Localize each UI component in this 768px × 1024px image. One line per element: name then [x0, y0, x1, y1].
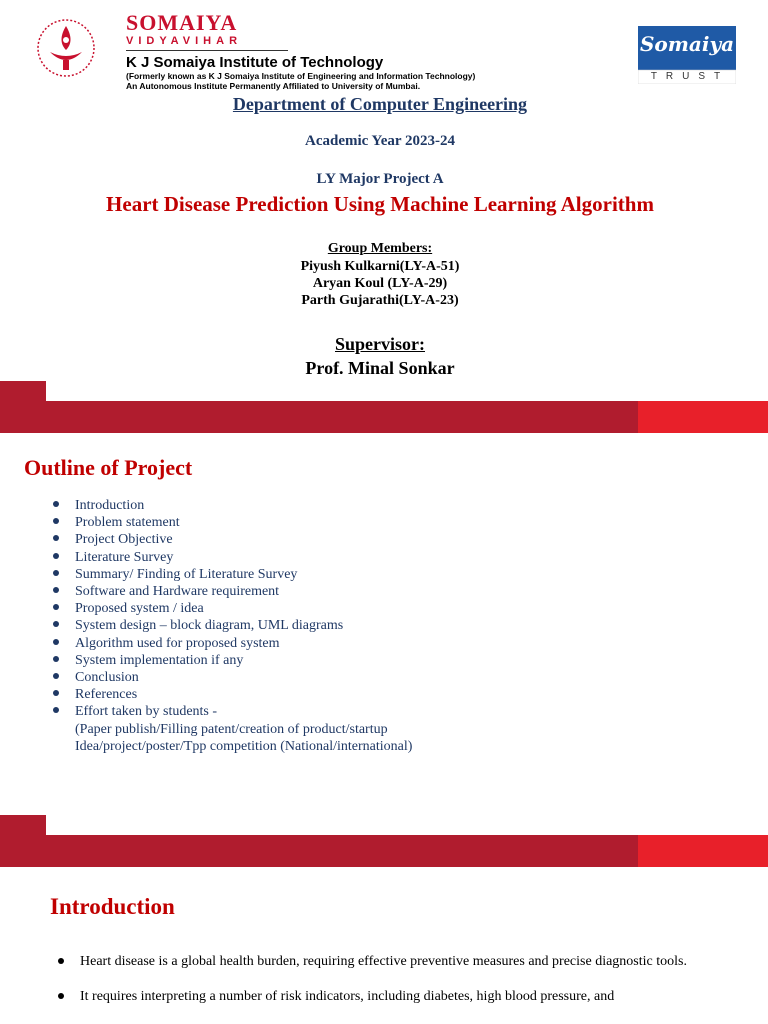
- institute-former-name: (Formerly known as K J Somaiya Institute of Engineering and Information Technology): [126, 71, 476, 81]
- bullet-icon: [58, 993, 64, 999]
- list-item-continuation: (Paper publish/Filling patent/creation of product/startup: [75, 721, 388, 737]
- brand-divider: [126, 50, 288, 51]
- list-item: Algorithm used for proposed system: [53, 635, 653, 652]
- bullet-icon: [53, 639, 59, 645]
- somaiya-emblem-logo: [24, 16, 108, 80]
- bullet-icon: [58, 958, 64, 964]
- bullet-icon: [53, 535, 59, 541]
- footer-bar: [0, 815, 768, 867]
- institute-name: K J Somaiya Institute of Technology: [126, 54, 384, 71]
- cover-slide: [0, 0, 768, 435]
- bullet-icon: [53, 707, 59, 713]
- department-heading: Department of Computer Engineering: [232, 94, 528, 114]
- list-item: Software and Hardware requirement: [53, 583, 653, 600]
- outline-slide: [0, 435, 768, 815]
- footer-bar-dark: [0, 835, 638, 867]
- outline-list: [53, 497, 653, 755]
- institute-affiliation: An Autonomous Institute Permanently Affiliated to University of Mumbai.: [126, 81, 421, 91]
- bullet-icon: [53, 621, 59, 627]
- list-item: Literature Survey: [53, 549, 653, 566]
- bullet-icon: [53, 570, 59, 576]
- academic-year: Academic Year 2023-24: [305, 133, 455, 149]
- introduction-slide: [0, 867, 768, 1024]
- list-item: Introduction: [53, 497, 653, 514]
- somaiya-trust-logo: [638, 26, 736, 84]
- bullet-icon: [53, 553, 59, 559]
- institute-header: [126, 12, 626, 91]
- list-item: Heart disease is a global health burden, requiring effective preventive measures and precise diagnostic tools.: [58, 953, 688, 970]
- list-item: System implementation if any: [53, 652, 653, 669]
- bullet-icon: [53, 673, 59, 679]
- member-name: Parth Gujarathi(LY-A-23): [301, 293, 459, 308]
- footer-bar-bright: [638, 835, 768, 867]
- bullet-icon: [53, 518, 59, 524]
- introduction-title: Introduction: [50, 894, 175, 919]
- brand-name: SOMAIYA: [126, 10, 238, 35]
- footer-bar-bright: [638, 401, 768, 433]
- bullet-icon: [53, 501, 59, 507]
- list-item: Project Objective: [53, 531, 653, 548]
- outline-title: Outline of Project: [24, 455, 193, 480]
- bullet-icon: [53, 690, 59, 696]
- footer-bar: [0, 381, 768, 433]
- list-item: Problem statement: [53, 514, 653, 531]
- group-members-label: Group Members:: [327, 241, 433, 256]
- list-item-continuation: Idea/project/poster/Tpp competition (National/international): [75, 738, 413, 754]
- list-item: References: [53, 686, 653, 703]
- brand-subtitle: VIDYAVIHAR: [126, 35, 243, 47]
- trust-logo-text: Somaiya: [639, 32, 735, 56]
- member-name: Aryan Koul (LY-A-29): [312, 276, 448, 291]
- project-title: Heart Disease Prediction Using Machine Learning Algorithm: [106, 192, 654, 216]
- list-item: Summary/ Finding of Literature Survey: [53, 566, 653, 583]
- introduction-list: [58, 953, 688, 1023]
- list-item: Proposed system / idea: [53, 600, 653, 617]
- member-name: Piyush Kulkarni(LY-A-51): [300, 259, 460, 274]
- project-type: LY Major Project A: [316, 171, 444, 187]
- list-item: Effort taken by students -: [53, 703, 653, 720]
- trust-label: TRUST: [650, 71, 730, 82]
- list-item: System design – block diagram, UML diagrams: [53, 617, 653, 634]
- supervisor-label: Supervisor:: [335, 334, 425, 354]
- bullet-icon: [53, 656, 59, 662]
- footer-bar-dark: [0, 401, 638, 433]
- supervisor-name: Prof. Minal Sonkar: [305, 358, 455, 378]
- list-item: Conclusion: [53, 669, 653, 686]
- bullet-icon: [53, 604, 59, 610]
- list-item: It requires interpreting a number of risk indicators, including diabetes, high blood pressure, and: [58, 988, 688, 1005]
- bullet-icon: [53, 587, 59, 593]
